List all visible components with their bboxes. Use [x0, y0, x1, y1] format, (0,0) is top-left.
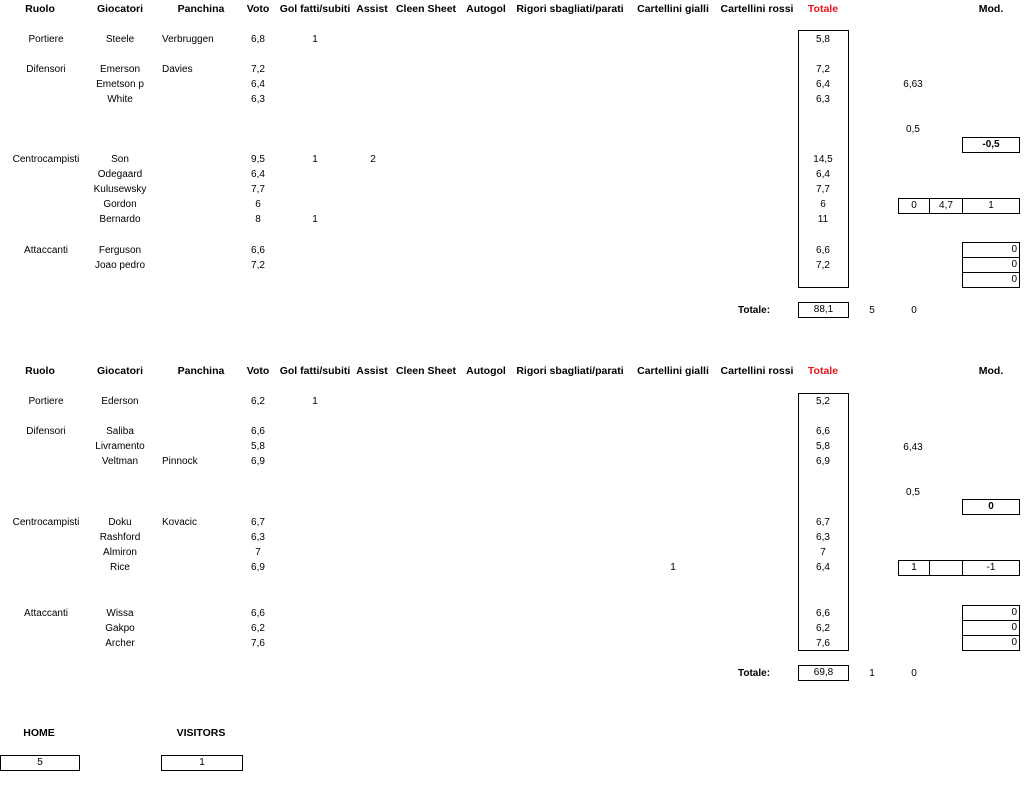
- cell-panchina: Verbruggen: [162, 34, 214, 45]
- cell-giocatore: Steele: [105, 34, 135, 45]
- cell-voto: 6,2: [251, 396, 265, 407]
- cell-giocatore: Livramento: [95, 441, 145, 452]
- cell-voto: 6: [255, 199, 261, 210]
- cell-voto: 6,8: [251, 34, 265, 45]
- away-extra: 0: [911, 668, 917, 679]
- cell-voto: 7: [255, 547, 261, 558]
- header-rossi: Cartellini rossi: [720, 3, 794, 15]
- header-panchina: Panchina: [177, 365, 225, 377]
- cell-ruolo: Portiere: [28, 396, 64, 407]
- header-totale: Totale: [807, 365, 839, 377]
- cell-totale: 14,5: [813, 154, 833, 165]
- header-ruolo: Ruolo: [25, 3, 55, 15]
- cell-giocatore: Ferguson: [98, 245, 142, 256]
- cell-giocatore: Son: [111, 154, 129, 165]
- cell-totale: 6,6: [816, 608, 830, 619]
- cell-voto: 6,3: [251, 94, 265, 105]
- cell-totale: 6: [820, 199, 826, 210]
- home-label: HOME: [23, 727, 55, 739]
- cell-giocatore: Ederson: [101, 396, 139, 407]
- cell-gol: 1: [312, 34, 318, 45]
- home-score: 5: [0, 755, 80, 771]
- header-voto: Voto: [246, 3, 270, 15]
- cell-assist: 2: [370, 154, 376, 165]
- away-avg-defense: 6,43: [903, 442, 923, 453]
- cell-totale: 6,4: [816, 79, 830, 90]
- cell-giocatore: Bernardo: [99, 214, 141, 225]
- cell-giocatore: Joao pedro: [94, 260, 146, 271]
- cell-totale: 7,2: [816, 64, 830, 75]
- home-totale-value: 88,1: [798, 302, 849, 318]
- header-assist: Assist: [356, 365, 388, 377]
- header-autogol: Autogol: [466, 365, 506, 377]
- cell-totale: 11: [817, 214, 829, 225]
- cell-giocatore: Wissa: [106, 608, 134, 619]
- header-mod: Mod.: [978, 3, 1004, 15]
- cell-panchina: Davies: [162, 64, 193, 75]
- away-att-mod-1: 0: [962, 605, 1020, 621]
- cell-voto: 6,4: [251, 169, 265, 180]
- cell-panchina: Pinnock: [162, 456, 198, 467]
- header-rigori: Rigori sbagliati/parati: [516, 3, 624, 15]
- home-att-mod-2: 0: [962, 257, 1020, 273]
- cell-giocatore: White: [107, 94, 133, 105]
- cell-voto: 6,6: [251, 608, 265, 619]
- away-totale-label: Totale:: [738, 668, 771, 679]
- cell-giocatore: Emetson p: [96, 79, 144, 90]
- cell-totale: 6,3: [816, 532, 830, 543]
- home-mod-cell-2: 4,7: [929, 198, 963, 214]
- home-att-mod-3: 0: [962, 272, 1020, 288]
- away-goals: 1: [869, 668, 875, 679]
- away-att-mod-2: 0: [962, 620, 1020, 636]
- cell-totale: 7: [820, 547, 826, 558]
- cell-voto: 6,2: [251, 623, 265, 634]
- cell-totale: 6,2: [816, 623, 830, 634]
- home-mod-half: 0,5: [906, 124, 920, 135]
- cell-voto: 6,3: [251, 532, 265, 543]
- home-goals: 5: [869, 305, 875, 316]
- cell-voto: 5,8: [251, 441, 265, 452]
- cell-voto: 7,6: [251, 638, 265, 649]
- cell-voto: 6,9: [251, 562, 265, 573]
- visitors-label: VISITORS: [176, 727, 226, 739]
- cell-totale: 6,4: [816, 169, 830, 180]
- cell-giocatore: Saliba: [106, 426, 134, 437]
- cell-giocatore: Gakpo: [105, 623, 135, 634]
- home-avg-defense: 6,63: [903, 79, 923, 90]
- header-giocatori: Giocatori: [96, 365, 144, 377]
- cell-giocatore: Gordon: [103, 199, 137, 210]
- cell-giocatore: Veltman: [101, 456, 139, 467]
- away-mod-half: 0,5: [906, 487, 920, 498]
- cell-totale: 5,8: [816, 441, 830, 452]
- cell-totale: 6,9: [816, 456, 830, 467]
- cell-panchina: Kovacic: [162, 517, 198, 528]
- cell-gol: 1: [312, 214, 318, 225]
- header-gol: Gol fatti/subiti: [279, 3, 351, 15]
- header-ruolo: Ruolo: [25, 365, 55, 377]
- cell-voto: 6,6: [251, 426, 265, 437]
- header-totale: Totale: [807, 3, 839, 15]
- cell-voto: 8: [255, 214, 261, 225]
- cell-voto: 7,2: [251, 64, 265, 75]
- home-totale-label: Totale:: [738, 305, 771, 316]
- cell-ruolo: Attaccanti: [24, 245, 68, 256]
- header-gialli: Cartellini gialli: [637, 365, 709, 377]
- header-rigori: Rigori sbagliati/parati: [516, 365, 624, 377]
- cell-ruolo: Centrocampisti: [12, 517, 80, 528]
- cell-giocatore: Almiron: [103, 547, 137, 558]
- header-voto: Voto: [246, 365, 270, 377]
- cell-giocatore: Kulusewsky: [93, 184, 147, 195]
- cell-totale: 5,2: [816, 396, 830, 407]
- cell-voto: 6,9: [251, 456, 265, 467]
- cell-voto: 6,6: [251, 245, 265, 256]
- cell-ruolo: Difensori: [26, 426, 66, 437]
- cell-voto: 6,4: [251, 79, 265, 90]
- header-mod: Mod.: [978, 365, 1004, 377]
- cell-totale: 5,8: [816, 34, 830, 45]
- away-mod-cell-1: 1: [898, 560, 930, 576]
- header-clean-sheet: Cleen Sheet: [395, 3, 457, 15]
- cell-totale: 6,4: [816, 562, 830, 573]
- cell-gol: 1: [312, 154, 318, 165]
- cell-giocatore: Rice: [109, 562, 130, 573]
- header-assist: Assist: [356, 3, 388, 15]
- visitors-score: 1: [161, 755, 243, 771]
- home-mod-cell-1: 0: [898, 198, 930, 214]
- home-mod-value: -0,5: [962, 137, 1020, 153]
- header-panchina: Panchina: [177, 3, 225, 15]
- cell-ruolo: Difensori: [26, 64, 66, 75]
- cell-voto: 9,5: [251, 154, 265, 165]
- away-mod-cell-3: -1: [962, 560, 1020, 576]
- cell-gol: 1: [312, 396, 318, 407]
- home-mod-cell-3: 1: [962, 198, 1020, 214]
- cell-giocatore: Archer: [105, 638, 135, 649]
- cell-giocatore: Odegaard: [97, 169, 143, 180]
- cell-ruolo: Attaccanti: [24, 608, 68, 619]
- away-att-mod-3: 0: [962, 635, 1020, 651]
- cell-voto: 7,2: [251, 260, 265, 271]
- away-totale-value: 69,8: [798, 665, 849, 681]
- away-mod-value: 0: [962, 499, 1020, 515]
- header-gol: Gol fatti/subiti: [279, 365, 351, 377]
- home-extra: 0: [911, 305, 917, 316]
- cell-giocatore: Rashford: [99, 532, 141, 543]
- cell-totale: 6,3: [816, 94, 830, 105]
- home-att-mod-1: 0: [962, 242, 1020, 258]
- cell-totale: 6,7: [816, 517, 830, 528]
- cell-voto: 6,7: [251, 517, 265, 528]
- cell-ruolo: Portiere: [28, 34, 64, 45]
- cell-giocatore: Doku: [108, 517, 132, 528]
- cell-ruolo: Centrocampisti: [12, 154, 80, 165]
- cell-gialli: 1: [670, 562, 676, 573]
- header-giocatori: Giocatori: [96, 3, 144, 15]
- cell-totale: 7,6: [816, 638, 830, 649]
- cell-totale: 6,6: [816, 245, 830, 256]
- header-rossi: Cartellini rossi: [720, 365, 794, 377]
- cell-totale: 7,2: [816, 260, 830, 271]
- cell-totale: 7,7: [816, 184, 830, 195]
- cell-giocatore: Emerson: [99, 64, 140, 75]
- header-clean-sheet: Cleen Sheet: [395, 365, 457, 377]
- header-autogol: Autogol: [466, 3, 506, 15]
- header-gialli: Cartellini gialli: [637, 3, 709, 15]
- cell-voto: 7,7: [251, 184, 265, 195]
- cell-totale: 6,6: [816, 426, 830, 437]
- away-mod-cell-2: [929, 560, 963, 576]
